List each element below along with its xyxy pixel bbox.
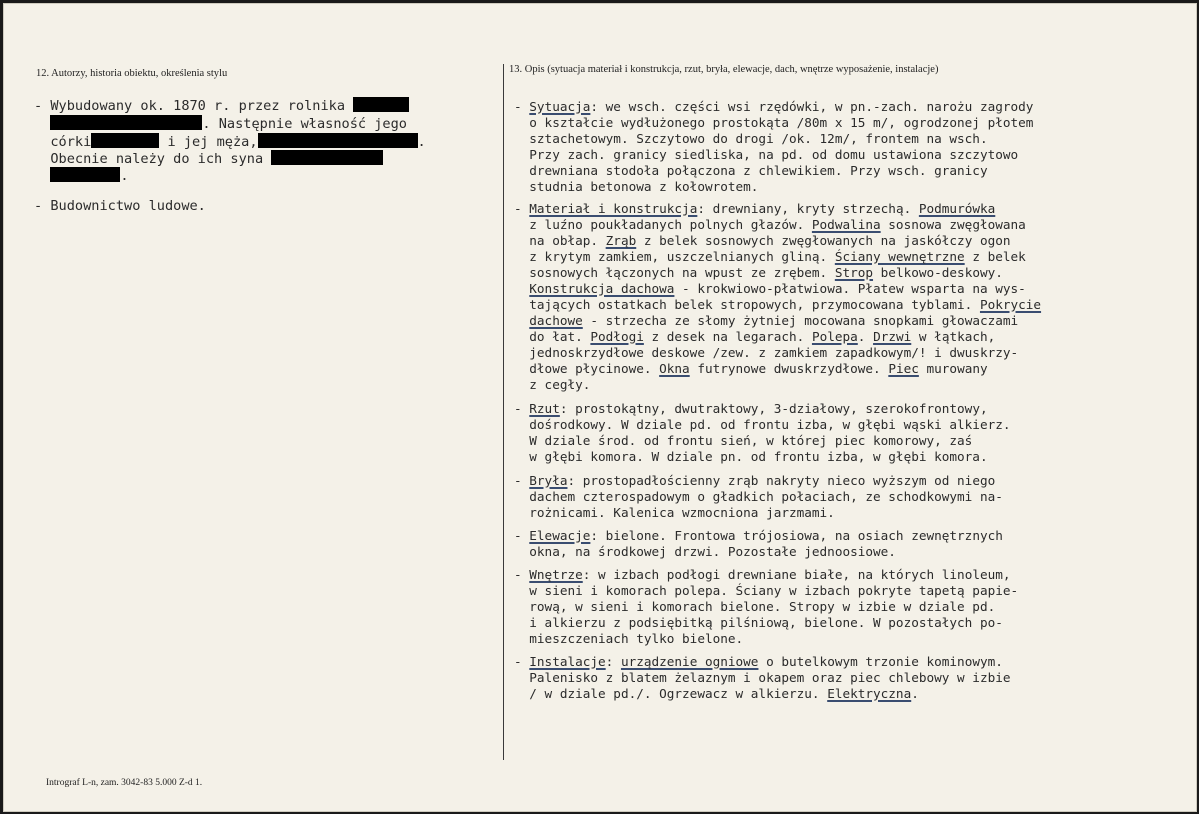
material-line-10: jednoskrzydłowe deskowe /zew. z zamkiem zapadkowym/! i dwuskrzy- bbox=[514, 345, 1019, 360]
rzut-line-2: dośrodkowy. W dziale pd. od frontu izba, w głębi wąski alkierz. bbox=[514, 417, 1011, 432]
column-divider bbox=[503, 64, 504, 760]
history-text: . bbox=[417, 134, 426, 150]
redaction-block bbox=[271, 150, 383, 165]
bryla-line-1: - Bryła: prostopadłościenny zrąb nakryty nieco wyższym od niego bbox=[514, 473, 996, 488]
instalacje-line-2: Palenisko z blatem żelaznym i okapem oraz piec chlebowy w izbie bbox=[514, 670, 1011, 685]
keyword-zrab: Zrąb bbox=[605, 233, 637, 248]
keyword-piec: Piec bbox=[888, 361, 919, 376]
material-line-12: z cegły. bbox=[514, 377, 591, 392]
keyword-rzut: Rzut bbox=[529, 401, 560, 416]
history-line-5 bbox=[34, 167, 129, 186]
elewacje-line-2: okna, na środkowej drzwi. Pozostałe jednoosiowe. bbox=[514, 544, 896, 559]
desc-text: : prostopadłościenny zrąb nakryty nieco wyższym od niego bbox=[567, 473, 996, 488]
keyword-dachowe: dachowe bbox=[529, 313, 583, 328]
sytuacja-line-4: Przy zach. granicy siedliska, na pd. od domu ustawiona szczytowo bbox=[514, 147, 1019, 162]
material-line-3 bbox=[514, 233, 1011, 249]
wnetrze-line-5: mieszczeniach tylko bielone. bbox=[514, 631, 744, 646]
history-line-2 bbox=[34, 115, 407, 134]
bryla-line-3: rożnicami. Kalenica wzmocniona jarzmami. bbox=[514, 505, 835, 520]
desc-text: . bbox=[911, 686, 919, 701]
desc-text: z belek sosnowych zwęgłowanych na jaskółczy ogon bbox=[636, 233, 1011, 248]
desc-text: do łat. bbox=[514, 329, 591, 344]
wnetrze-line-4: i alkierzu z podsiębitką pilśniową, bielone. W pozostałych po- bbox=[514, 615, 1003, 630]
keyword-urzadzenie: urządzenie ogniowe bbox=[620, 654, 759, 669]
desc-text: : drewniany, kryty strzechą. bbox=[697, 201, 919, 216]
sytuacja-line-6: studnia betonowa z kołowrotem. bbox=[514, 179, 759, 194]
desc-text: z krytym zamkiem, uszczelnianych gliną. bbox=[514, 249, 835, 264]
inventory-card bbox=[3, 3, 1197, 812]
rzut-line-1: - Rzut: prostokątny, dwutraktowy, 3-działowy, szerokofrontowy, bbox=[514, 401, 988, 416]
keyword-sciany: Ściany wewnętrzne bbox=[834, 249, 965, 264]
material-line-2 bbox=[514, 217, 1026, 233]
keyword-elektryczna: Elektryczna bbox=[827, 686, 912, 701]
desc-text: z luźno poukładanych polnych głazów. bbox=[514, 217, 812, 232]
desc-text: z desek na legarach. bbox=[643, 329, 812, 344]
desc-text: : w izbach podłogi drewniane białe, na których linoleum, bbox=[582, 567, 1011, 582]
material-line-1: - Materiał i konstrukcja: drewniany, kryty strzechą. Podmurówka bbox=[514, 201, 996, 216]
desc-text: w łątkach, bbox=[911, 329, 996, 344]
section-12-header: 12. Autorzy, historia obiektu, określenia stylu bbox=[36, 68, 228, 79]
desc-text: murowany bbox=[918, 361, 988, 376]
history-text: . Następnie własność jego bbox=[202, 116, 407, 132]
desc-text: dłowe płycinowe. bbox=[514, 361, 660, 376]
redaction-block bbox=[50, 115, 202, 130]
history-text: - Wybudowany ok. 1870 r. przez rolnika bbox=[34, 98, 345, 114]
material-line-11 bbox=[514, 361, 988, 377]
material-line-5 bbox=[514, 265, 1003, 281]
bryla-line-2: dachem czterospadowym o gładkich połaciach, ze schodkowymi na- bbox=[514, 489, 1003, 504]
keyword-pokrycie: Pokrycie bbox=[979, 297, 1042, 312]
sytuacja-line-3: sztachetowym. Szczytowo do drogi /ok. 12m/, frontem na wsch. bbox=[514, 131, 988, 146]
keyword-sytuacja: Sytuacja bbox=[529, 99, 591, 114]
keyword-polepa: Polepa bbox=[811, 329, 858, 344]
elewacje-line-1: - Elewacje: bielone. Frontowa trójosiowa, na osiach zewnętrznych bbox=[514, 528, 1003, 543]
history-text: Obecnie należy do ich syna bbox=[34, 151, 264, 167]
sytuacja-line-5: drewniana stodoła połączona z chlewikiem. Przy wsch. granicy bbox=[514, 163, 988, 178]
keyword-material: Materiał i konstrukcja bbox=[529, 201, 698, 216]
desc-text: z belek bbox=[964, 249, 1026, 264]
desc-text: / w dziale pd./. Ogrzewacz w alkierzu. bbox=[514, 686, 828, 701]
desc-text: - krokwiowo-płatwiowa. Płatew wsparta na wys- bbox=[674, 281, 1026, 296]
redaction-block bbox=[353, 97, 409, 112]
keyword-instalacje: Instalacje bbox=[529, 654, 606, 669]
rzut-line-4: w głębi komora. W dziale pn. od frontu izba, w głębi komora. bbox=[514, 449, 988, 464]
keyword-elewacje: Elewacje bbox=[529, 528, 591, 543]
material-line-8 bbox=[514, 313, 1018, 329]
desc-text: na obłap. bbox=[514, 233, 606, 248]
desc-text: : prostokątny, dwutraktowy, 3-działowy, szerokofrontowy, bbox=[559, 401, 988, 416]
redaction-block bbox=[50, 167, 120, 182]
desc-text: sosnowych łączonych na wpust ze zrębem. bbox=[514, 265, 835, 280]
history-line-4 bbox=[34, 150, 383, 169]
desc-text: : we wsch. części wsi rzędówki, w pn.-zach. narożu zagrody bbox=[590, 99, 1034, 114]
history-text: . bbox=[120, 168, 129, 184]
wnetrze-line-2: w sieni i komorach polepa. Ściany w izbach pokryte tapetą papie- bbox=[514, 583, 1019, 598]
desc-text: : bbox=[605, 654, 621, 669]
desc-text: : bielone. Frontowa trójosiowa, na osiach zewnętrznych bbox=[590, 528, 1003, 543]
keyword-podwalina: Podwalina bbox=[811, 217, 881, 232]
keyword-okna: Okna bbox=[659, 361, 690, 376]
instalacje-line-1: - Instalacje: urządzenie ogniowe o butelkowym trzonie kominowym. bbox=[514, 654, 1003, 669]
desc-text: futrynowe dwuskrzydłowe. bbox=[689, 361, 889, 376]
instalacje-line-3 bbox=[514, 686, 919, 702]
desc-text: . bbox=[857, 329, 874, 344]
history-text: córki bbox=[34, 134, 92, 150]
redaction-block bbox=[258, 133, 418, 148]
history-line-1 bbox=[34, 97, 409, 116]
desc-text: sosnowa zwęgłowana bbox=[880, 217, 1026, 232]
wnetrze-line-1: - Wnętrze: w izbach podłogi drewniane białe, na których linoleum, bbox=[514, 567, 1011, 582]
keyword-podlogi: Podłogi bbox=[590, 329, 644, 344]
material-line-6 bbox=[514, 281, 1026, 297]
keyword-konstrukcja-dachowa: Konstrukcja dachowa bbox=[529, 281, 675, 296]
history-line-3 bbox=[34, 133, 426, 152]
redaction-block bbox=[91, 133, 159, 148]
desc-text: - strzecha ze słomy żytniej mocowana snopkami głowaczami bbox=[582, 313, 1019, 328]
rzut-line-3: W dziale środ. od frontu sień, w której piec komorowy, zaś bbox=[514, 433, 973, 448]
wnetrze-line-3: rową, w sieni i komorach bielone. Stropy w izbie w dziale pd. bbox=[514, 599, 996, 614]
keyword-drzwi: Drzwi bbox=[873, 329, 912, 344]
style-line: - Budownictwo ludowe. bbox=[34, 198, 206, 214]
sytuacja-line-1: - Sytuacja: we wsch. części wsi rzędówki, w pn.-zach. narożu zagrody bbox=[514, 99, 1034, 114]
material-line-9 bbox=[514, 329, 995, 345]
desc-text: tających ostatkach belek stropowych, przymocowana tyblami. bbox=[514, 297, 980, 312]
section-13-header: 13. Opis (sytuacja materiał i konstrukcja, rzut, bryła, elewacje, dach, wnętrze wyposażenie, instalacje) bbox=[509, 64, 939, 75]
printer-footer: Intrograf L-n, zam. 3042-83 5.000 Z-d 1. bbox=[46, 778, 203, 788]
keyword-strop: Strop bbox=[834, 265, 874, 280]
desc-text: belkowo-deskowy. bbox=[873, 265, 1003, 280]
desc-text: o butelkowym trzonie kominowym. bbox=[758, 654, 1003, 669]
history-text: i jej męża, bbox=[167, 134, 258, 150]
keyword-wnetrze: Wnętrze bbox=[529, 567, 583, 582]
material-line-7 bbox=[514, 297, 1041, 313]
keyword-bryla: Bryła bbox=[529, 473, 568, 488]
keyword-podmurowka: Podmurówka bbox=[918, 201, 996, 216]
material-line-4 bbox=[514, 249, 1026, 265]
sytuacja-line-2: o kształcie wydłużonego prostokąta /80m x 15 m/, ogrodzonej płotem bbox=[514, 115, 1034, 130]
